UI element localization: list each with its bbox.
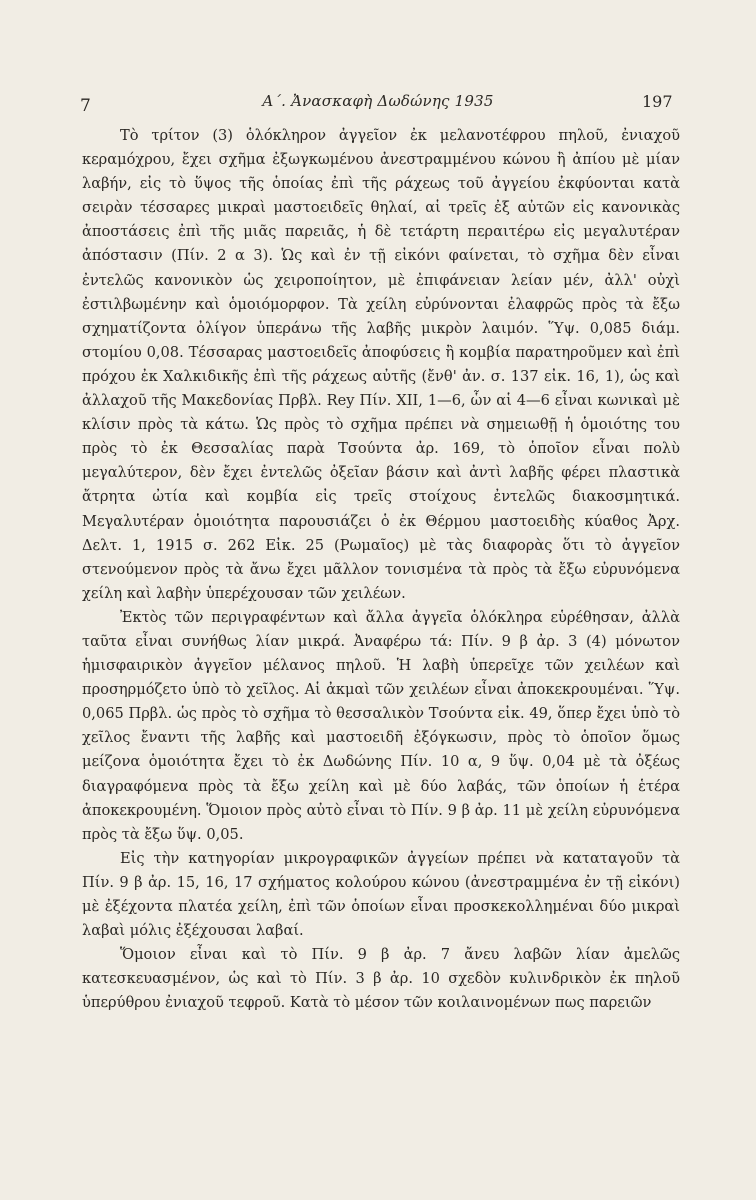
paragraph: Ἐκτὸς τῶν περιγραφέντων καὶ ἄλλα ἀγγεῖα ὁλόκληρα εὑρέθησαν, ἀλλὰ ταῦτα εἶναι συνήθως λίαν μικρά. Ἀναφέρω τά: Πίν. 9 β ἀρ. 3 (4) μόνωτον ἡμισφαιρικὸν ἀγγεῖον μέλανος πηλοῦ. Ἡ λαβὴ ὑπερεῖχε τῶν χειλέων καὶ προσηρμόζετο ὑπὸ τὸ χεῖλος. Αἱ ἀκμαὶ τῶν χειλέων εἶναι ἀποκεκρουμέναι. Ὕψ. 0,065 Πρβλ. ὡς πρὸς τὸ σχῆμα τὸ θεσσαλικὸν Τσούντα εἰκ. 49, ὅπερ ἔχει ὑπὸ τὸ χεῖλος ἔναντι τῆς λαβῆς καὶ μαστοειδῆ ἐξόγκωσιν, πρὸς τὸ ὁποῖον ὅμως μείζονα ὁμοιότητα ἔχει τὸ ἐκ Δωδώνης Πίν. 10 α, 9 ὕψ. 0,04 μὲ τὰ ὀξέως διαγραφόμενα πρὸς τὰ ἔξω χείλη καὶ μὲ δύο λαβάς, τῶν ὁποίων ἡ ἑτέρα ἀποκεκρουμένη. Ὅμοιον πρὸς αὐτὸ εἶναι τὸ Πίν. 9 β ἀρ. 11 μὲ χείλη εὐρυνόμενα πρὸς τὰ ἔξω ὕψ. 0,05. — [82, 608, 680, 843]
body-text — [82, 124, 680, 1015]
page-number: 197 — [642, 92, 673, 111]
paragraph: Ὅμοιον εἶναι καὶ τὸ Πίν. 9 β ἀρ. 7 ἄνευ λαβῶν λίαν ἀμελῶς κατεσκευασμένον, ὡς καὶ τὸ Πίν. 3 β ἀρ. 10 σχεδὸν κυλινδρικὸν ἐκ πηλοῦ ὑπερύθρου ἐνιαχοῦ τεφροῦ. Κατὰ τὸ μέσον τῶν κοιλαινομένων πως παρειῶν — [82, 946, 680, 1012]
running-header — [0, 92, 756, 114]
signature-mark: 7 — [80, 96, 91, 116]
paragraph: Τὸ τρίτον (3) ὁλόκληρον ἀγγεῖον ἐκ μελανοτέφρου πηλοῦ, ἐνιαχοῦ κεραμόχρου, ἔχει σχῆμα ἐξωγκωμένου ἀνεστραμμένου κώνου ἢ ἀπίου μὲ μίαν λαβήν, εἰς τὸ ὕψος τῆς ὁποίας ἐπὶ τῆς ράχεως τοῦ ἀγγείου ἐκφύονται κατὰ σειρὰν τέσσαρες μικραὶ μαστοειδεῖς θηλαί, αἱ τρεῖς ἐξ αὐτῶν εἰς κανονικὰς ἀποστάσεις ἐπὶ τῆς μιᾶς παρειᾶς, ἡ δὲ τετάρτη περαιτέρω εἰς μεγαλυτέραν ἀπόστασιν (Πίν. 2 α 3). Ὡς καὶ ἐν τῇ εἰκόνι φαίνεται, τὸ σχῆμα δὲν εἶναι ἐντελῶς κανονικὸν ὡς χειροποίητον, μὲ ἐπιφάνειαν λείαν μέν, ἀλλ' οὐχὶ ἐστιλβωμένην καὶ ὁμοιόμορφον. Τὰ χείλη εὐρύνονται ἐλαφρῶς πρὸς τὰ ἔξω σχηματίζοντα ὀλίγον ὑπεράνω τῆς λαβῆς μικρὸν λαιμόν. Ὕψ. 0,085 διάμ. στομίου 0,08. Τέσσαρας μαστοειδεῖς ἀποφύσεις ἢ κομβία παρατηροῦμεν καὶ ἐπὶ πρόχου ἐκ Χαλκιδικῆς ἐπὶ τῆς ράχεως αὐτῆς (ἔνθ' ἀν. σ. 137 εἰκ. 16, 1), ὡς καὶ ἀλλαχοῦ τῆς Μακεδονίας Πρβλ. Rey Πίν. XII, 1—6, ὧν αἱ 4—6 εἶναι κωνικαὶ μὲ κλίσιν πρὸς τὰ κάτω. Ὡς πρὸς τὸ σχῆμα πρέπει νὰ σημειωθῇ ἡ ὁμοιότης του πρὸς τὸ ἐκ Θεσσαλίας παρὰ Τσούντα ἀρ. 169, τὸ ὁποῖον εἶναι πολὺ μεγαλύτερον, δὲν ἔχει ἐντελῶς ὀξεῖαν βάσιν καὶ ἀντὶ λαβῆς φέρει πλαστικὰ ἄτρητα ὠτία καὶ κομβία εἰς τρεῖς στοίχους ἐντελῶς διακοσμητικά. Μεγαλυτέραν ὁμοιότητα παρουσιάζει ὁ ἐκ Θέρμου μαστοειδὴς κύαθος Ἀρχ. Δελτ. 1, 1915 σ. 262 Εἰκ. 25 (Ρωμαῖος) μὲ τὰς διαφορὰς ὅτι τὸ ἀγγεῖον στενούμενον πρὸς τὰ ἄνω ἔχει μᾶλλον τονισμένα τὰ πρὸς τὰ ἔξω εὐρυνόμενα χείλη καὶ λαβὴν ὑπερέχουσαν τῶν χειλέων. — [82, 127, 680, 602]
running-title: Α΄. Ἀνασκαφὴ Δωδώνης 1935 — [262, 92, 494, 110]
paragraph: Εἰς τὴν κατηγορίαν μικρογραφικῶν ἀγγείων πρέπει νὰ καταταγοῦν τὰ Πίν. 9 β ἀρ. 15, 16, 17 σχήματος κολούρου κώνου (ἀνεστραμμένα ἐν τῇ εἰκόνι) μὲ ἐξέχοντα πλατέα χείλη, ἐπὶ τῶν ὁποίων εἶναι προσκεκολλημέναι δύο μικραὶ λαβαὶ μόλις ἐξέχουσαι λαβαί. — [82, 849, 680, 940]
